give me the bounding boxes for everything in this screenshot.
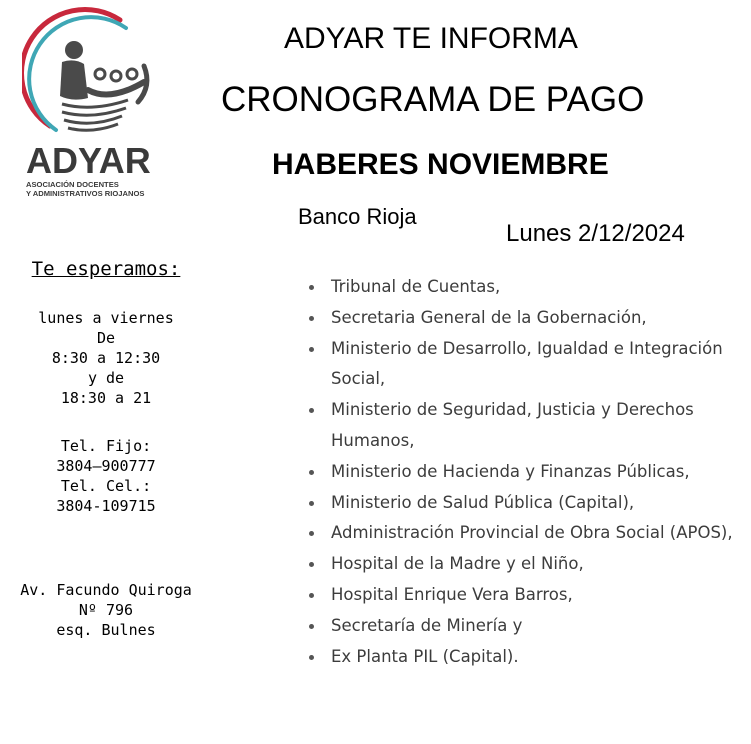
address-line: esq. Bulnes [56, 621, 156, 639]
address-line: Av. Facundo Quiroga [20, 581, 192, 599]
header-line-2: CRONOGRAMA DE PAGO [221, 80, 645, 119]
header-line-3: HABERES NOVIEMBRE [272, 148, 609, 181]
list-item: Ministerio de Salud Pública (Capital), [307, 488, 747, 519]
list-item: Ex Planta PIL (Capital). [307, 642, 747, 673]
list-item: Tribunal de Cuentas, [307, 272, 747, 303]
list-item: Secretaría de Minería y [307, 611, 747, 642]
hours-line: De [96, 329, 116, 347]
list-item: Ministerio de Seguridad, Justicia y Derechos Humanos, [307, 395, 747, 457]
hours-line: y de [87, 369, 125, 387]
phone-line: 3804–900777 [56, 457, 156, 475]
organizations-list [307, 272, 747, 672]
list-item: Ministerio de Desarrollo, Igualdad e Integración Social, [307, 334, 747, 396]
logo-subtitle-line-2: Y ADMINISTRATIVOS RIOJANOS [26, 188, 145, 198]
phone-line: 3804-109715 [56, 497, 156, 515]
list-item: Secretaria General de la Gobernación, [307, 303, 747, 334]
list-item: Hospital Enrique Vera Barros, [307, 580, 747, 611]
logo-subtitle-line-1: ASOCIACIÓN DOCENTES [26, 180, 119, 189]
header-line-1: ADYAR TE INFORMA [284, 22, 578, 55]
phone-line: Tel. Fijo: [60, 437, 152, 455]
logo-subtitle [26, 181, 176, 198]
phone-numbers [0, 436, 212, 516]
hours-line: 18:30 a 21 [60, 389, 152, 407]
list-item: Hospital de la Madre y el Niño, [307, 549, 747, 580]
welcome-heading: Te esperamos: [31, 258, 181, 280]
opening-hours [0, 308, 212, 408]
hours-line: lunes a viernes [38, 309, 174, 327]
list-item: Ministerio de Hacienda y Finanzas Públicas, [307, 457, 747, 488]
list-item: Administración Provincial de Obra Social (APOS), [307, 518, 747, 549]
hours-line: 8:30 a 12:30 [51, 349, 161, 367]
bank-name: Banco Rioja [298, 204, 417, 229]
address-line: Nº 796 [78, 601, 134, 619]
contact-info [0, 258, 212, 640]
logo-wordmark: ADYAR [26, 140, 151, 181]
address [0, 580, 212, 640]
phone-line: Tel. Cel.: [60, 477, 152, 495]
payment-date: Lunes 2/12/2024 [506, 220, 685, 247]
